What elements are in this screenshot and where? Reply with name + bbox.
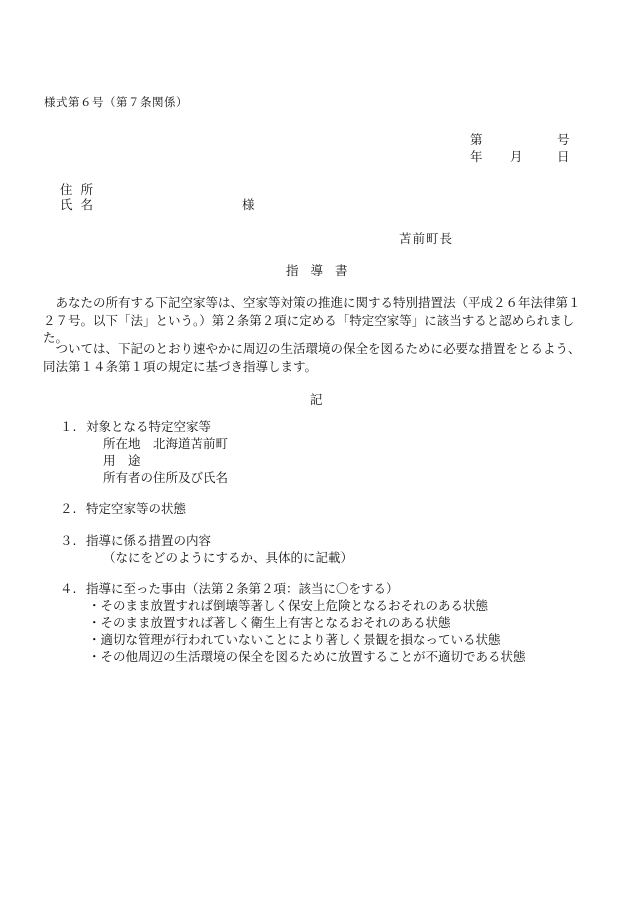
item-2-heading bbox=[60, 500, 186, 517]
date-year-label: 年 bbox=[470, 149, 483, 164]
item-1-heading bbox=[60, 418, 211, 435]
item-4-number: ４. bbox=[60, 581, 77, 596]
date-month-label: 月 bbox=[510, 149, 523, 164]
document-title: 指導書 bbox=[286, 263, 360, 278]
item-1-number: １. bbox=[60, 419, 77, 434]
item-4-reason-4: ・その他周辺の生活環境の保全を図るために放置することが不適切である状態 bbox=[88, 649, 526, 664]
item-3-number: ３. bbox=[60, 533, 77, 548]
recipient-name-label: 氏 名 bbox=[60, 197, 95, 212]
item-2-number: ２. bbox=[60, 501, 77, 516]
document-number-prefix: 第 bbox=[470, 132, 483, 147]
item-1-usage: 用 途 bbox=[103, 453, 141, 468]
item-4-reason-2: ・そのまま放置すれば著しく衛生上有害となるおそれのある状態 bbox=[88, 615, 451, 630]
item-1-title: 対象となる特定空家等 bbox=[86, 419, 212, 434]
item-3-title: 指導に係る措置の内容 bbox=[86, 533, 212, 548]
recipient-honorific: 様 bbox=[242, 197, 255, 212]
ki-heading: 記 bbox=[310, 392, 323, 407]
item-4-title: 指導に至った事由（法第２条第２項：該当に〇をする） bbox=[86, 581, 399, 596]
item-1-owner: 所有者の住所及び氏名 bbox=[103, 470, 229, 485]
recipient-address-label: 住 所 bbox=[60, 182, 95, 197]
form-number-label: 様式第６号（第７条関係） bbox=[44, 95, 188, 109]
item-3-note: （なにをどのようにするか、具体的に記載） bbox=[103, 550, 354, 565]
body-paragraph-1: あなたの所有する下記空家等は、空家等対策の推進に関する特別措置法（平成２６年法律第１２７号。以下「法」という。）第２条第２項に定める「特定空家等」に該当すると認められました。 bbox=[43, 295, 581, 345]
item-4-reason-3: ・適切な管理が行われていないことにより著しく景観を損なっている状態 bbox=[88, 632, 501, 647]
document-number-suffix: 号 bbox=[557, 132, 570, 147]
item-4-heading bbox=[60, 580, 399, 597]
item-2-title: 特定空家等の状態 bbox=[86, 501, 187, 516]
body-paragraph-2: ついては、下記のとおり速やかに周辺の生活環境の保全を図るために必要な措置をとるよう、同法第１４条第１項の規定に基づき指導します。 bbox=[43, 341, 581, 374]
item-3-heading bbox=[60, 532, 211, 549]
issuer-name: 苫前町長 bbox=[399, 231, 454, 246]
item-1-location: 所在地 北海道苫前町 bbox=[103, 436, 229, 451]
item-4-reason-1: ・そのまま放置すれば倒壊等著しく保安上危険となるおそれのある状態 bbox=[88, 598, 489, 613]
date-day-label: 日 bbox=[557, 149, 570, 164]
